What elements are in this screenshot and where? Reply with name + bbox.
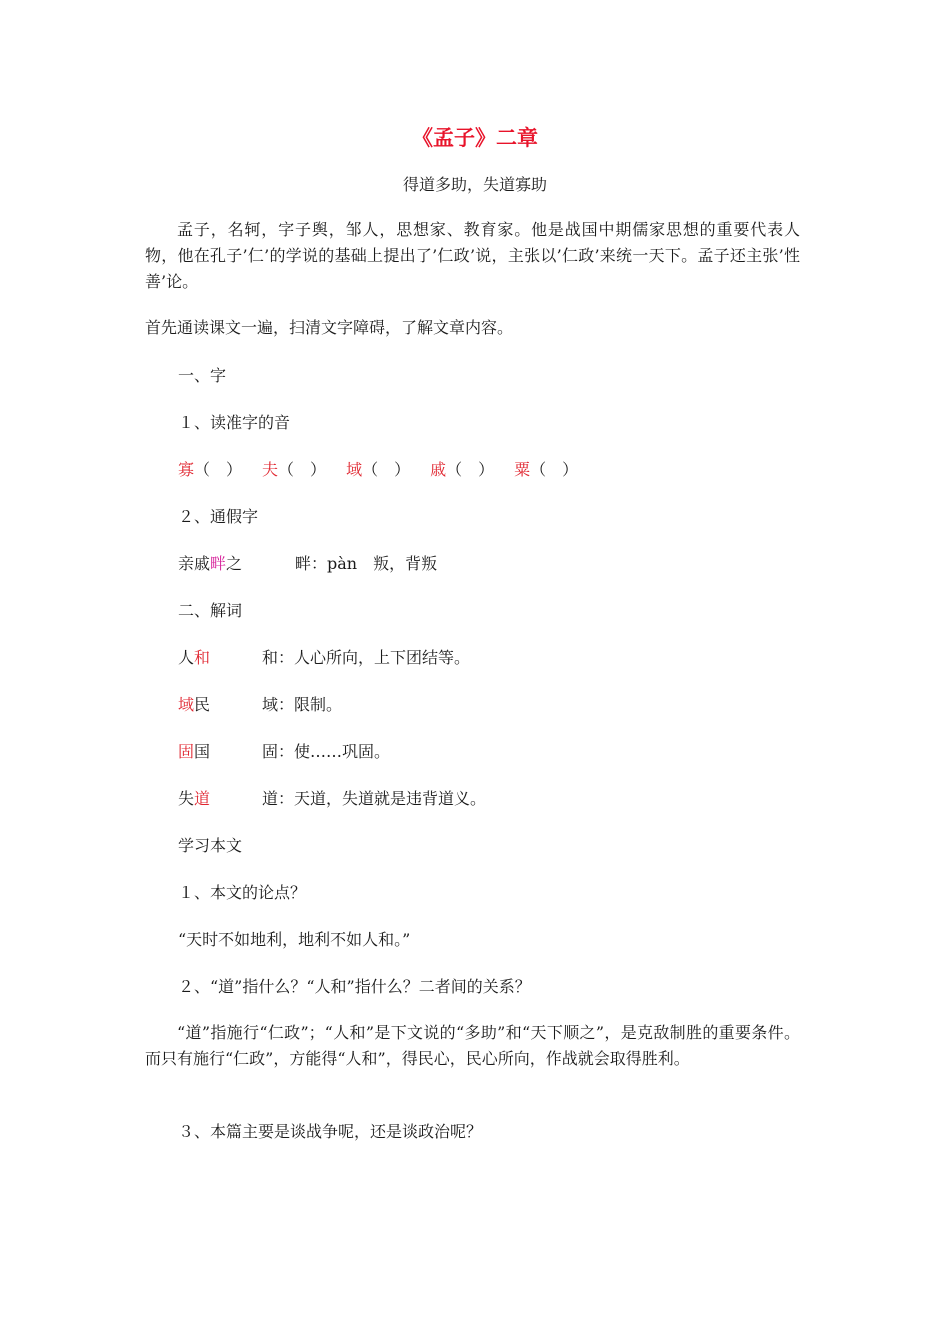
vocab-word	[178, 789, 210, 809]
vocab-word-highlight: 和	[194, 648, 211, 667]
vocab-definition: 和：人心所向，上下团结等。	[262, 648, 471, 667]
question-1: １、本文的论点？	[178, 883, 307, 902]
pronounce-char: 域	[346, 460, 363, 479]
document-title: 《孟子》二章	[412, 125, 538, 150]
vocab-word-pre: 失	[178, 789, 195, 808]
instruction-text: 首先通读课文一遍，扫清文字障碍，了解文章内容。	[145, 318, 514, 337]
vocab-word-pre: 人	[178, 648, 195, 667]
vocab-word	[178, 695, 210, 715]
tongjia-phrase	[178, 554, 242, 574]
vocab-definition: 道：天道，失道就是违背道义。	[262, 789, 487, 808]
pronounce-char: 夫	[262, 460, 279, 479]
answer-1: “天时不如地利，地利不如人和。”	[178, 930, 411, 949]
question-3: ３、本篇主要是谈战争呢，还是谈政治呢？	[178, 1122, 483, 1141]
intro-paragraph: 孟子，名轲，字子舆，邹人，思想家、教育家。他是战国中期儒家思想的重要代表人物，他在孔子’仁’的学说的基础上提出了’仁政’说，主张以’仁政’来统一天下。孟子还主张’性善’论。	[145, 220, 800, 291]
tongjia-highlight-char: 畔	[210, 554, 227, 573]
pronounce-char: 戚	[430, 460, 447, 479]
document-subtitle: 得道多助，失道寡助	[402, 175, 547, 194]
vocab-word-highlight: 域	[178, 695, 195, 714]
pronounce-item	[346, 460, 410, 479]
section-heading-characters: 一、字	[178, 366, 227, 385]
vocab-word-post: 民	[194, 695, 211, 714]
pronounce-blank: （ ）	[446, 460, 495, 479]
pronounce-item	[178, 460, 242, 479]
answer-2: “道”指施行“仁政”；“人和”是下文说的“多助”和“天下顺之”，是克敌制胜的重要条件。而只有施行“仁政”，方能得“人和”，得民心，民心所向，作战就会取得胜利。	[145, 1023, 800, 1068]
question-2: ２、“道”指什么？“人和”指什么？二者间的关系？	[178, 977, 531, 996]
tongjia-phrase-pre: 亲戚	[178, 554, 211, 573]
pronounce-char: 粟	[514, 460, 531, 479]
section-heading-study: 学习本文	[178, 836, 243, 855]
tongjia-phrase-post: 之	[226, 554, 243, 573]
vocab-definition: 固：使……巩固。	[262, 742, 391, 761]
vocab-word-post: 国	[194, 742, 211, 761]
tongjia-explanation: 畔：pàn 叛，背叛	[295, 554, 438, 573]
pronounce-blank: （ ）	[362, 460, 411, 479]
vocab-word	[178, 648, 210, 668]
pronounce-char: 寡	[178, 460, 195, 479]
pronunciation-row	[178, 460, 578, 480]
vocab-word-highlight: 道	[194, 789, 211, 808]
pronounce-item	[514, 460, 578, 479]
vocab-word	[178, 742, 210, 762]
section-heading-vocabulary: 二、解词	[178, 601, 243, 620]
pronounce-item	[262, 460, 326, 479]
subheading-tongjia: ２、通假字	[178, 507, 259, 526]
pronounce-blank: （ ）	[530, 460, 579, 479]
pronounce-item	[430, 460, 494, 479]
pronounce-blank: （ ）	[194, 460, 243, 479]
vocab-word-highlight: 固	[178, 742, 195, 761]
vocab-definition: 域：限制。	[262, 695, 343, 714]
pronounce-blank: （ ）	[278, 460, 327, 479]
subheading-pronunciation: １、读准字的音	[178, 413, 291, 432]
